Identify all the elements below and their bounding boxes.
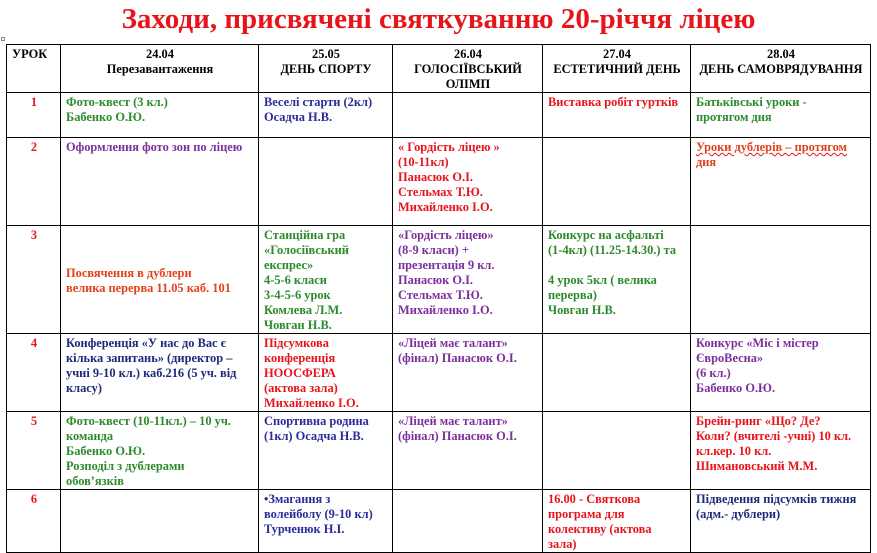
cell-day-3 bbox=[393, 490, 543, 553]
day-date: 28.04 bbox=[767, 47, 795, 61]
header-row bbox=[7, 45, 871, 93]
cell-line: Човган Н.В. bbox=[548, 303, 616, 317]
day-header-4 bbox=[543, 45, 691, 93]
table-row bbox=[7, 93, 871, 138]
cell-day-5 bbox=[691, 334, 871, 412]
cell-day-1 bbox=[61, 93, 259, 138]
cell-day-1 bbox=[61, 490, 259, 553]
cell-line: «Голосіївський bbox=[264, 243, 349, 257]
day-name: Перезавантаження bbox=[106, 62, 214, 76]
cell-day-5 bbox=[691, 226, 871, 334]
cell-line: зала) bbox=[548, 537, 577, 551]
cell-line: Посвячення в дублери bbox=[66, 265, 192, 280]
cell-line: Човган Н.В. bbox=[264, 318, 332, 332]
cell-line: кілька запитань» (директор – bbox=[66, 351, 233, 365]
cell-line: 4 урок 5кл ( велика bbox=[548, 273, 657, 287]
cell-day-4 bbox=[543, 490, 691, 553]
cell-day-2 bbox=[259, 93, 393, 138]
cell-line: класу) bbox=[66, 381, 102, 395]
day-date: 25.05 bbox=[312, 47, 340, 61]
cell-day-3 bbox=[393, 412, 543, 490]
cell-line: велика перерва 11.05 каб. 101 bbox=[66, 280, 231, 295]
cell-day-4 bbox=[543, 412, 691, 490]
cell-line: 16.00 - Святкова bbox=[548, 492, 641, 506]
cell-line: Михайленко І.О. bbox=[264, 396, 359, 410]
cell-line: обов’язків bbox=[66, 474, 124, 488]
cell-day-1 bbox=[61, 334, 259, 412]
table-row bbox=[7, 138, 871, 226]
cell-line: «Ліцей має талант» bbox=[398, 336, 508, 350]
cell-line: Підведення підсумків тижня bbox=[696, 492, 857, 506]
cell-day-2 bbox=[259, 412, 393, 490]
cell-line: (1кл) Осадча Н.В. bbox=[264, 429, 364, 443]
cell-line: Комлева Л.М. bbox=[264, 303, 343, 317]
lesson-number: 5 bbox=[7, 412, 61, 490]
day-name: ЕСТЕТИЧНИЙ ДЕНЬ bbox=[553, 62, 681, 76]
table-row bbox=[7, 490, 871, 553]
lesson-number: 4 bbox=[7, 334, 61, 412]
cell-line: колективу (актова bbox=[548, 522, 652, 536]
cell-line: Стельмах Т.Ю. bbox=[398, 288, 483, 302]
cell-line: Шимановський М.М. bbox=[696, 459, 818, 473]
cell-line: (адм.- дублери) bbox=[696, 507, 781, 521]
cell-line: (10-11кл) bbox=[398, 155, 449, 169]
cell-day-4 bbox=[543, 138, 691, 226]
cell-line: Виставка робіт гуртків bbox=[548, 95, 679, 109]
day-name: ГОЛОСІЇВСЬКИЙ ОЛІМП bbox=[414, 62, 522, 91]
lesson-number: 2 bbox=[7, 138, 61, 226]
cell-line: •Змагання з bbox=[264, 492, 331, 506]
cell-line: презентація 9 кл. bbox=[398, 258, 495, 272]
cell-line: Розподіл з дублерами bbox=[66, 459, 185, 473]
cell-line: Уроки дублерів – протягом bbox=[696, 140, 847, 154]
lesson-number: 6 bbox=[7, 490, 61, 553]
cell-day-3 bbox=[393, 93, 543, 138]
cell-day-3 bbox=[393, 334, 543, 412]
cell-line: Стельмах Т.Ю. bbox=[398, 185, 483, 199]
cell-day-2 bbox=[259, 138, 393, 226]
cell-line: 3-4-5-6 урок bbox=[264, 288, 331, 302]
cell-line: конференція bbox=[264, 351, 336, 365]
cell-line: перерва) bbox=[548, 288, 597, 302]
cell-day-1 bbox=[61, 138, 259, 226]
cell-line: Конкурс на асфальті bbox=[548, 228, 664, 242]
cell-line: волейболу (9-10 кл) bbox=[264, 507, 373, 521]
cell-line: Панасюк О.І. bbox=[398, 170, 474, 184]
cell-day-4 bbox=[543, 334, 691, 412]
day-header-2 bbox=[259, 45, 393, 93]
cell-line: (актова зала) bbox=[264, 381, 338, 395]
cell-day-5 bbox=[691, 412, 871, 490]
cell-line: Спортивна родина bbox=[264, 414, 369, 428]
cell-line: Михайленко І.О. bbox=[398, 200, 493, 214]
day-date: 26.04 bbox=[454, 47, 482, 61]
cell-line: (фінал) Панасюк О.І. bbox=[398, 429, 517, 443]
cell-line: протягом дня bbox=[696, 110, 772, 124]
cell-line: (6 кл.) bbox=[696, 366, 731, 380]
cell-day-5 bbox=[691, 490, 871, 553]
day-header-1 bbox=[61, 45, 259, 93]
cell-line: Підсумкова bbox=[264, 336, 329, 350]
cell-line: програма для bbox=[548, 507, 625, 521]
lesson-number: 3 bbox=[7, 226, 61, 334]
cell-day-3 bbox=[393, 226, 543, 334]
cell-line: Турченюк Н.І. bbox=[264, 522, 345, 536]
cell-day-2 bbox=[259, 226, 393, 334]
cell-line: (8-9 класи) + bbox=[398, 243, 469, 257]
cell-day-5 bbox=[691, 138, 871, 226]
cell-line: команда bbox=[66, 429, 114, 443]
cell-line: Панасюк О.І. bbox=[398, 273, 474, 287]
cell-line: ЄвроВесна» bbox=[696, 351, 764, 365]
cell-line: « Гордість ліцею » bbox=[398, 140, 500, 154]
cell-line: дня bbox=[696, 155, 717, 169]
cell-day-2 bbox=[259, 334, 393, 412]
cell-line: Оформлення фото зон по ліцею bbox=[66, 140, 243, 154]
cell-line: Батьківські уроки - bbox=[696, 95, 807, 109]
schedule-table bbox=[6, 44, 871, 553]
cell-line bbox=[548, 258, 686, 273]
cell-day-4 bbox=[543, 93, 691, 138]
table-row bbox=[7, 334, 871, 412]
cell-line: Осадча Н.В. bbox=[264, 110, 333, 124]
cell-line: Фото-квест (10-11кл.) – 10 уч. bbox=[66, 414, 231, 428]
cell-line: кл.кер. 10 кл. bbox=[696, 444, 772, 458]
cell-day-3 bbox=[393, 138, 543, 226]
cell-line: Веселі старти (2кл) bbox=[264, 95, 373, 109]
lesson-number: 1 bbox=[7, 93, 61, 138]
day-header-5 bbox=[691, 45, 871, 93]
cell-day-1 bbox=[61, 412, 259, 490]
cell-line: Конкурс «Міс і містер bbox=[696, 336, 819, 350]
cell-line: НООСФЕРА bbox=[264, 366, 336, 380]
cell-line: 4-5-6 класи bbox=[264, 273, 327, 287]
cell-line: учні 9-10 кл.) каб.216 (5 уч. від bbox=[66, 366, 237, 380]
cell-line: «Ліцей має талант» bbox=[398, 414, 508, 428]
cell-day-4 bbox=[543, 226, 691, 334]
cell-day-2 bbox=[259, 490, 393, 553]
cell-line: Бабенко О.Ю. bbox=[66, 110, 146, 124]
cell-line: Конференція «У нас до Вас є bbox=[66, 336, 226, 350]
cell-line: Станційна гра bbox=[264, 228, 346, 242]
page-title: Заходи, присвячені святкуванню 20-річчя ліцею bbox=[121, 3, 756, 35]
table-row bbox=[7, 412, 871, 490]
cell-line: Брейн-ринг «Що? Де? bbox=[696, 414, 821, 428]
day-name: ДЕНЬ СПОРТУ bbox=[280, 62, 372, 76]
cell-line: (1-4кл) (11.25-14.30.) та bbox=[548, 243, 677, 257]
cell-line: Бабенко О.Ю. bbox=[66, 444, 146, 458]
table-anchor-icon bbox=[1, 37, 5, 41]
cell-line: Михайленко І.О. bbox=[398, 303, 493, 317]
day-date: 27.04 bbox=[603, 47, 631, 61]
cell-line: Бабенко О.Ю. bbox=[696, 381, 776, 395]
day-name: ДЕНЬ САМОВРЯДУВАННЯ bbox=[699, 62, 863, 76]
cell-line: «Гордість ліцею» bbox=[398, 228, 494, 242]
cell-day-1 bbox=[61, 226, 259, 334]
cell-day-5 bbox=[691, 93, 871, 138]
cell-line: Коли? (вчителі -учні) 10 кл. bbox=[696, 429, 852, 443]
urok-header: УРОК bbox=[7, 45, 61, 93]
day-date: 24.04 bbox=[146, 47, 174, 61]
table-row bbox=[7, 226, 871, 334]
cell-line: експрес» bbox=[264, 258, 314, 272]
cell-line: (фінал) Панасюк О.І. bbox=[398, 351, 517, 365]
cell-line: Фото-квест (3 кл.) bbox=[66, 95, 168, 109]
day-header-3 bbox=[393, 45, 543, 93]
